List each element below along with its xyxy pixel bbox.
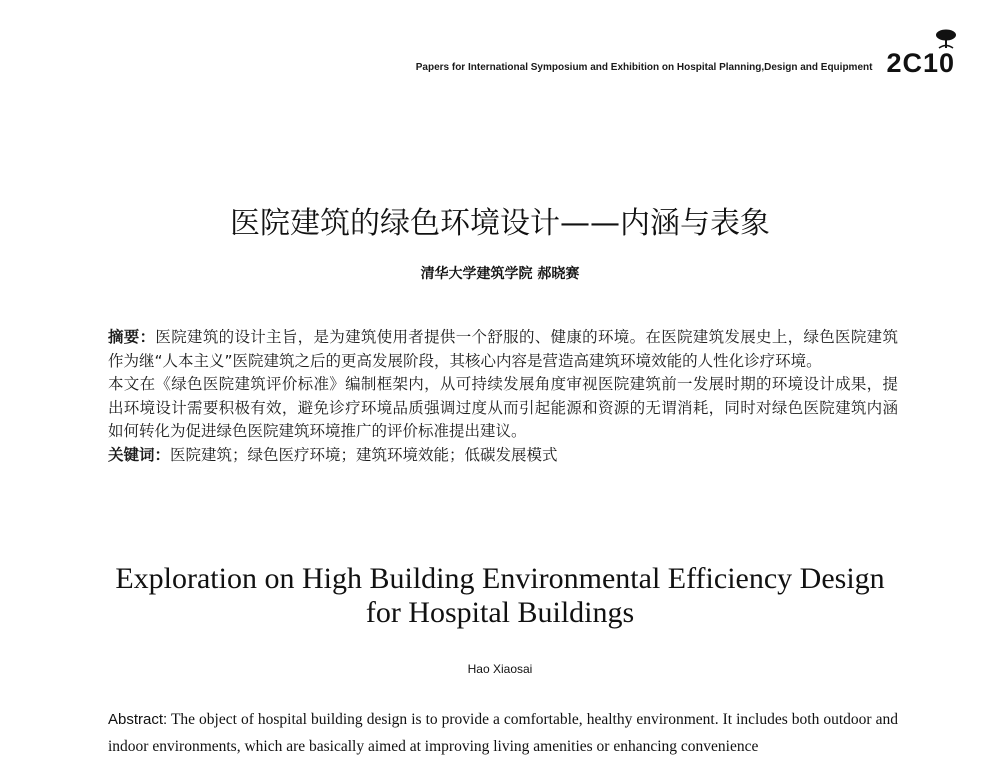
- english-author: Hao Xiaosai: [467, 662, 533, 676]
- chinese-keywords-text: 医院建筑；绿色医疗环境；建筑环境效能；低碳发展模式: [170, 445, 558, 464]
- chinese-keywords: [108, 444, 898, 468]
- symposium-logo: [886, 48, 955, 79]
- english-title-line-2: for Hospital Buildings: [365, 596, 635, 629]
- chinese-abstract-para-1: [108, 326, 898, 373]
- chinese-abstract-label: 摘要：: [108, 328, 156, 346]
- proceedings-title: Papers for International Symposium and Exhibition on Hospital Planning,Design and Equipment: [415, 61, 873, 73]
- chinese-abstract: [108, 326, 898, 467]
- chinese-author: 清华大学建筑学院 郝晓赛: [420, 266, 580, 282]
- chinese-keywords-label: 关键词：: [108, 445, 171, 464]
- english-abstract-text: The object of hospital building design is to provide a comfortable, healthy environment. It includes both outdoor and indoor environments, which are basically aimed at improving living amenities or enhancing convenience: [108, 711, 898, 755]
- english-title: [60, 562, 940, 630]
- english-abstract-label: Abstract:: [108, 711, 168, 728]
- tree-icon: [935, 28, 957, 50]
- chinese-abstract-para-2: 本文在《绿色医院建筑评价标准》编制框架内，从可持续发展角度审视医院建筑前一发展时期的环境设计成果，提出环境设计需要积极有效，避免诊疗环境品质强调过度从而引起能源和资源的无谓消耗，同时对绿色医院建筑内涵如何转化为促进绿色医院建筑环境推广的评价标准提出建议。: [108, 375, 898, 440]
- english-abstract: [108, 706, 898, 760]
- english-title-line-1: Exploration on High Building Environmental Efficiency Design: [115, 562, 885, 595]
- chinese-title: 医院建筑的绿色环境设计——内涵与表象: [230, 206, 770, 241]
- logo-year: 2C10: [886, 47, 955, 78]
- page-header: [0, 40, 955, 80]
- chinese-abstract-text-1: 医院建筑的设计主旨，是为建筑使用者提供一个舒服的、健康的环境。在医院建筑发展史上，绿色医院建筑作为继“人本主义”医院建筑之后的更高发展阶段，其核心内容是营造高建筑环境效能的人性化诊疗环境。: [108, 328, 898, 370]
